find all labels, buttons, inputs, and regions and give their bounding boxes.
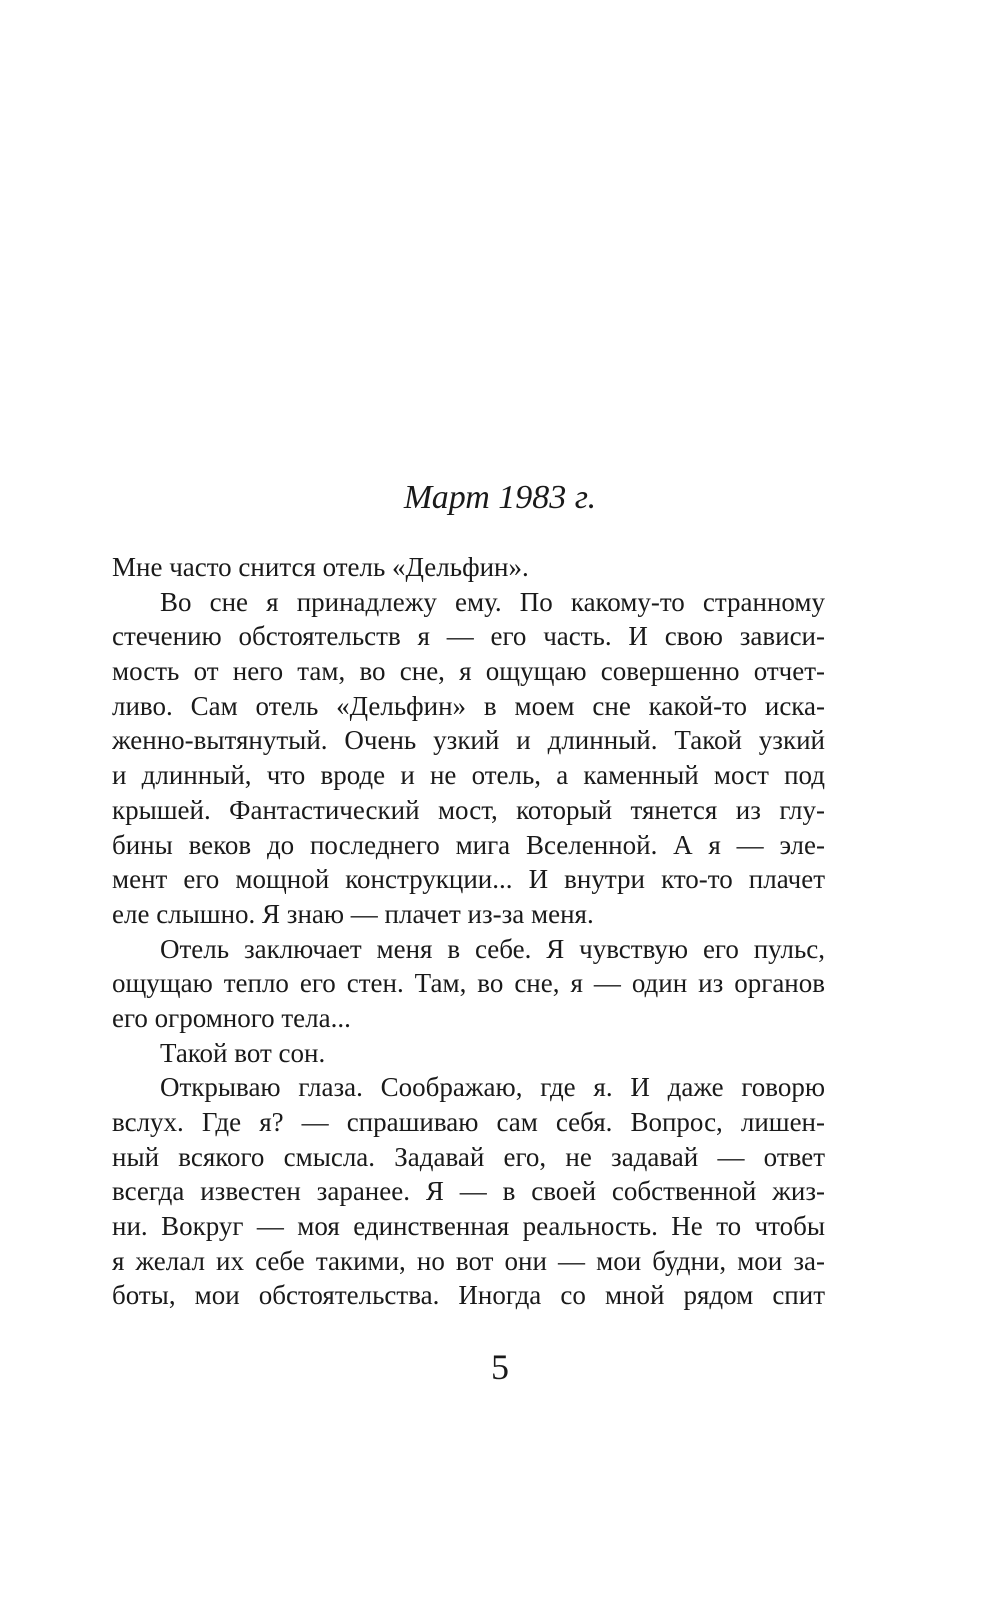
text-line: Открываю глаза. Соображаю, где я. И даже говорю xyxy=(160,1072,825,1103)
text-line: ливо. Сам отель «Дельфин» в моем сне какой-то иска- xyxy=(112,690,825,721)
text-line: мость от него там, во сне, я ощущаю совершенно отчет- xyxy=(112,656,825,687)
text-line: ный всякого смысла. Задавай его, не задавай — ответ xyxy=(112,1141,825,1172)
text-line: вслух. Где я? — спрашиваю сам себя. Вопрос, лишен- xyxy=(112,1107,825,1137)
text-line: Мне часто снится отель «Дельфин». xyxy=(112,552,529,582)
text-line: ни. Вокруг — моя единственная реальность. Не то чтобы xyxy=(112,1211,825,1242)
text-line: крышей. Фантастический мост, который тянется из глу- xyxy=(112,794,825,825)
text-line: всегда известен заранее. Я — в своей собственной жиз- xyxy=(112,1176,825,1207)
text-line: еле слышно. Я знаю — плачет из-за меня. xyxy=(112,898,594,929)
text-line: женно-вытянутый. Очень узкий и длинный. Такой узкий xyxy=(112,725,825,756)
text-line: Во сне я принадлежу ему. По какому-то странному xyxy=(160,586,825,617)
text-line: бины веков до последнего мига Вселенной. А я — эле- xyxy=(112,829,825,860)
text-line: ощущаю тепло его стен. Там, во сне, я — один из органов xyxy=(112,968,825,999)
text-line: мент его мощной конструкции... И внутри кто-то плачет xyxy=(112,864,825,895)
text-line: Такой вот сон. xyxy=(160,1037,326,1068)
text-line: я желал их себе такими, но вот они — мои будни, мои за- xyxy=(112,1245,825,1276)
page-number: 5 xyxy=(491,1347,509,1387)
text-line: и длинный, что вроде и не отель, а каменный мост под xyxy=(112,760,825,791)
text-line: его огромного тела... xyxy=(112,1002,351,1033)
chapter-title: Март 1983 г. xyxy=(403,479,597,516)
text-line: Отель заключает меня в себе. Я чувствую его пульс, xyxy=(160,933,825,964)
text-line: стечению обстоятельств я — его часть. И свою зависи- xyxy=(112,621,825,652)
text-line: боты, мои обстоятельства. Иногда со мной рядом спит xyxy=(112,1280,825,1311)
body-text xyxy=(112,550,825,1313)
